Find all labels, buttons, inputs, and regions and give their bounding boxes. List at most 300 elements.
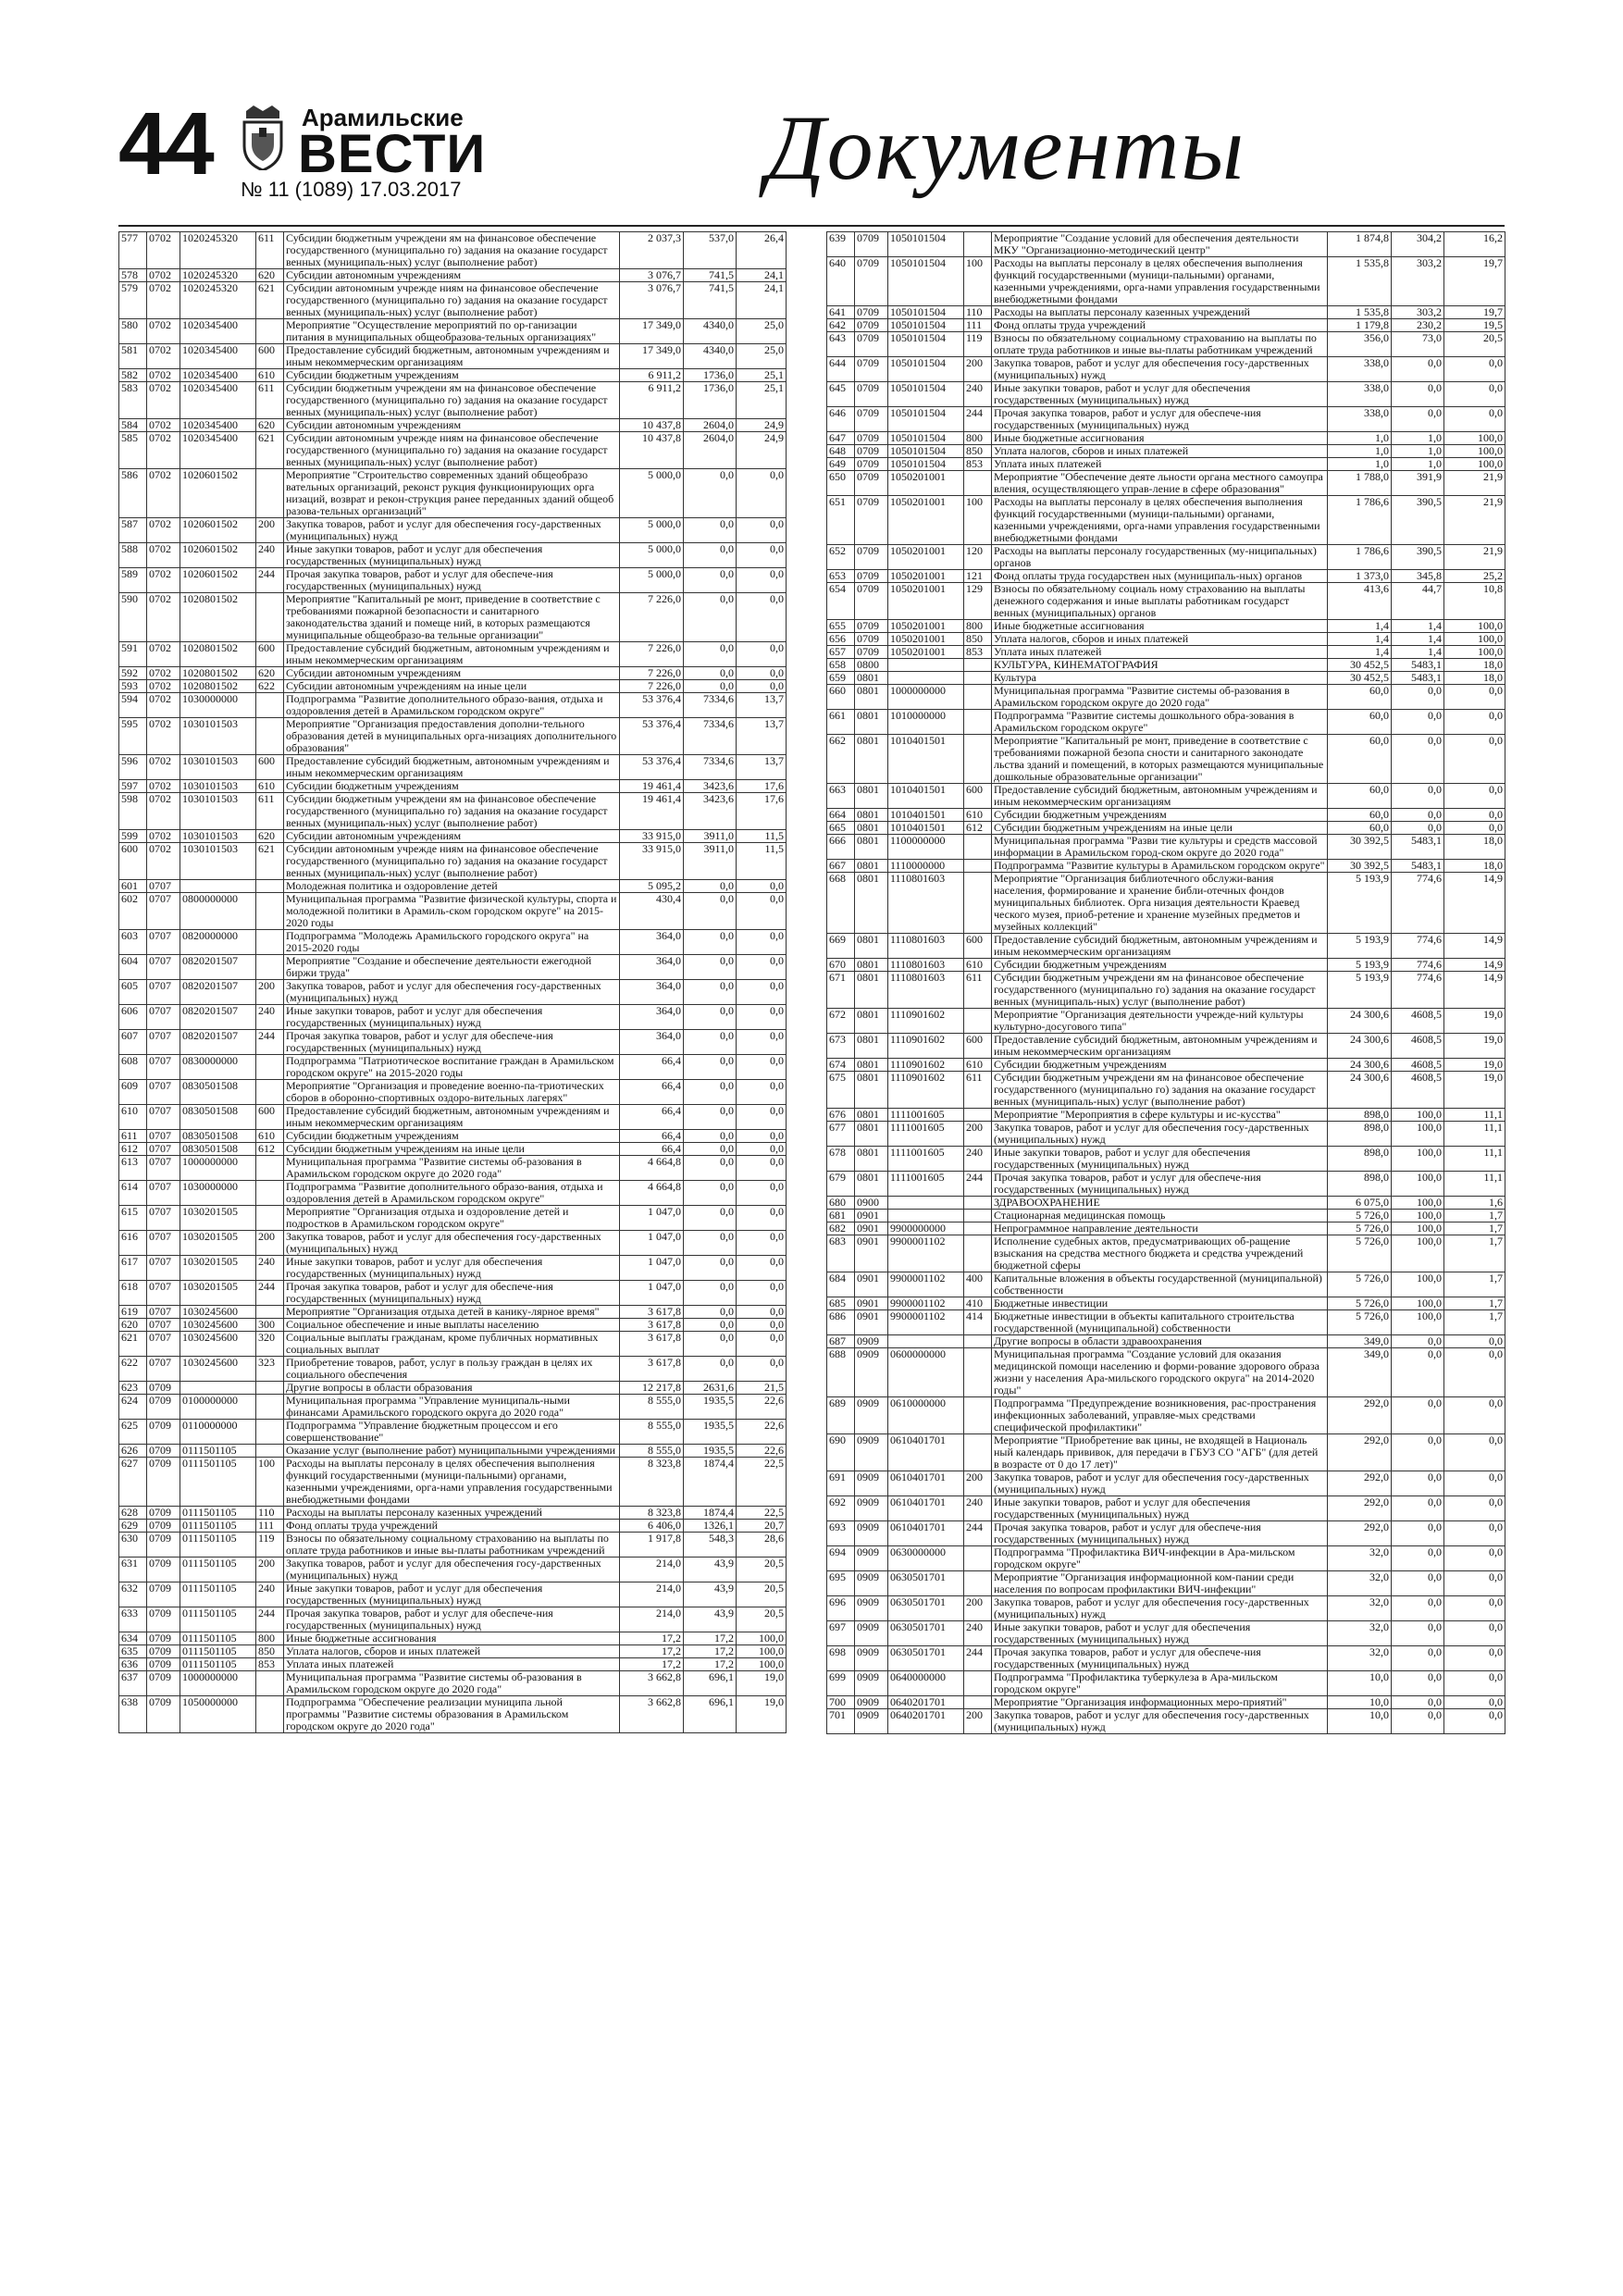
section-code: 0707 [147, 1206, 180, 1231]
execution-percent: 0,0 [1444, 1596, 1505, 1621]
row-number: 579 [119, 282, 147, 319]
row-number: 687 [827, 1335, 855, 1348]
expense-type-code: 622 [256, 680, 284, 693]
plan-amount: 292,0 [1328, 1471, 1392, 1496]
executed-amount: 17,2 [684, 1632, 737, 1645]
row-number: 634 [119, 1632, 147, 1645]
section-code: 0901 [855, 1297, 888, 1310]
expense-name: Мероприятие "Осуществление мероприятий по ор-ганизации питания в муниципальных общеобразова-тельных организациях" [284, 319, 620, 344]
execution-percent: 100,0 [1444, 445, 1505, 458]
row-number: 690 [827, 1434, 855, 1471]
table-row [827, 306, 1505, 319]
plan-amount: 292,0 [1328, 1397, 1392, 1434]
expense-name: Уплата иных платежей [992, 646, 1328, 659]
execution-percent: 0,0 [1444, 710, 1505, 735]
expense-name: Иные бюджетные ассигнования [992, 620, 1328, 633]
execution-percent: 24,9 [737, 419, 787, 432]
execution-percent: 1,7 [1444, 1235, 1505, 1272]
executed-amount: 0,0 [684, 1005, 737, 1030]
row-number: 617 [119, 1256, 147, 1281]
row-number: 633 [119, 1607, 147, 1632]
executed-amount: 0,0 [684, 1156, 737, 1181]
expense-name: Муниципальная программа "Управление муниципаль-ными финансами Арамильского городского округа до 2020 года" [284, 1395, 620, 1420]
target-article-code: 0610401701 [888, 1471, 964, 1496]
expense-type-code [964, 1222, 992, 1235]
target-article-code: 1050201001 [888, 545, 964, 570]
executed-amount: 1874,4 [684, 1458, 737, 1507]
target-article-code: 1050201001 [888, 496, 964, 545]
executed-amount: 0,0 [1392, 710, 1444, 735]
target-article-code: 1030245600 [180, 1306, 256, 1319]
executed-amount: 774,6 [1392, 959, 1444, 972]
row-number: 613 [119, 1156, 147, 1181]
expense-name: Закупка товаров, работ и услуг для обеспечения госу-дарственных (муниципальных) нужд [284, 518, 620, 543]
expense-type-code: 610 [964, 1059, 992, 1072]
section-code: 0709 [855, 257, 888, 306]
target-article-code [888, 672, 964, 685]
target-article-code: 1030201505 [180, 1281, 256, 1306]
plan-amount: 10 437,8 [620, 419, 684, 432]
row-number: 689 [827, 1397, 855, 1434]
expense-type-code: 611 [964, 972, 992, 1009]
expense-name: ЗДРАВООХРАНЕНИЕ [992, 1197, 1328, 1210]
plan-amount: 33 915,0 [620, 843, 684, 880]
section-code: 0909 [855, 1397, 888, 1434]
expense-name: Закупка товаров, работ и услуг для обеспечения госу-дарственных (муниципальных) нужд [284, 980, 620, 1005]
executed-amount: 537,0 [684, 232, 737, 269]
row-number: 693 [827, 1521, 855, 1546]
expense-type-code [964, 735, 992, 784]
row-number: 635 [119, 1645, 147, 1658]
expense-name: Прочая закупка товаров, работ и услуг для обеспече-ния государственных (муниципальных) нужд [284, 1607, 620, 1632]
executed-amount: 0,0 [1392, 1646, 1444, 1671]
target-article-code: 1020245320 [180, 282, 256, 319]
target-article-code: 0111501105 [180, 1632, 256, 1645]
executed-amount: 100,0 [1392, 1122, 1444, 1147]
executed-amount: 100,0 [1392, 1222, 1444, 1235]
execution-percent: 0,0 [737, 469, 787, 518]
execution-percent: 17,6 [737, 780, 787, 793]
execution-percent: 25,1 [737, 382, 787, 419]
target-article-code: 0630000000 [888, 1546, 964, 1571]
execution-percent: 100,0 [1444, 646, 1505, 659]
expense-name: Подпрограмма "Профилактика туберкулеза в Ара-мильском городском округе" [992, 1671, 1328, 1696]
expense-name: Расходы на выплаты персоналу в целях обеспечения выполнения функций государственными (муници-пальными) органами, казенными учреждениями, орга-нами управления государственными внебюджетными фондами [284, 1458, 620, 1507]
expense-type-code: 620 [256, 830, 284, 843]
section-code: 0707 [147, 1231, 180, 1256]
expense-name: Подпрограмма "Предупреждение возникновения, рас-пространения инфекционных заболеваний, управляе-мых средствами специфической профилактики" [992, 1397, 1328, 1434]
expense-type-code: 600 [256, 1105, 284, 1130]
plan-amount: 66,4 [620, 1105, 684, 1130]
row-number: 630 [119, 1533, 147, 1558]
executed-amount: 7334,6 [684, 755, 737, 780]
executed-amount: 0,0 [1392, 735, 1444, 784]
plan-amount: 10,0 [1328, 1709, 1392, 1734]
row-number: 654 [827, 583, 855, 620]
table-row [119, 1080, 787, 1105]
execution-percent: 26,4 [737, 232, 787, 269]
section-code: 0801 [855, 860, 888, 873]
table-row [119, 568, 787, 593]
table-row [827, 1072, 1505, 1109]
expense-type-code: 323 [256, 1357, 284, 1382]
execution-percent: 20,5 [1444, 332, 1505, 357]
executed-amount: 100,0 [1392, 1109, 1444, 1122]
plan-amount: 30 452,5 [1328, 659, 1392, 672]
expense-type-code [256, 1696, 284, 1733]
target-article-code: 1050101504 [888, 232, 964, 257]
target-article-code: 0830501508 [180, 1130, 256, 1143]
section-code: 0900 [855, 1197, 888, 1210]
plan-amount: 364,0 [620, 930, 684, 955]
plan-amount: 1 786,6 [1328, 496, 1392, 545]
target-article-code: 9900001102 [888, 1272, 964, 1297]
execution-percent: 0,0 [1444, 809, 1505, 822]
executed-amount: 0,0 [684, 980, 737, 1005]
section-code: 0709 [855, 496, 888, 545]
target-article-code: 1000000000 [180, 1671, 256, 1696]
row-number: 692 [827, 1496, 855, 1521]
target-article-code: 1110901602 [888, 1009, 964, 1034]
target-article-code: 1050101504 [888, 382, 964, 407]
plan-amount: 5 193,9 [1328, 873, 1392, 934]
target-article-code: 1050201001 [888, 583, 964, 620]
table-row [827, 835, 1505, 860]
row-number: 678 [827, 1147, 855, 1172]
row-number: 605 [119, 980, 147, 1005]
executed-amount: 0,0 [684, 1030, 737, 1055]
target-article-code: 0111501105 [180, 1558, 256, 1582]
execution-percent: 1,7 [1444, 1272, 1505, 1297]
target-article-code: 1050101504 [888, 257, 964, 306]
execution-percent: 24,1 [737, 269, 787, 282]
plan-amount: 3 662,8 [620, 1671, 684, 1696]
budget-table-right [826, 231, 1505, 1734]
expense-name: Подпрограмма "Обеспечение реализации муниципа льной программы "Развитие системы образования в Арамильском городском округе до 2020 года" [284, 1696, 620, 1733]
expense-name: Бюджетные инвестиции [992, 1297, 1328, 1310]
plan-amount: 30 392,5 [1328, 860, 1392, 873]
expense-name: Мероприятие "Организация информационных меро-приятий" [992, 1696, 1328, 1709]
expense-name: Фонд оплаты труда учреждений [992, 319, 1328, 332]
expense-type-code [256, 880, 284, 893]
expense-type-code [964, 1109, 992, 1122]
row-number: 697 [827, 1621, 855, 1646]
expense-type-code [256, 1306, 284, 1319]
section-code: 0702 [147, 344, 180, 369]
section-code: 0801 [855, 835, 888, 860]
row-number: 658 [827, 659, 855, 672]
plan-amount: 356,0 [1328, 332, 1392, 357]
expense-name: Исполнение судебных актов, предусматривающих об-ращение взыскания на средства местного бюджета и средства учреждений бюджетной сферы [992, 1235, 1328, 1272]
table-row [119, 1632, 787, 1645]
table-row [827, 570, 1505, 583]
target-article-code: 1030245600 [180, 1319, 256, 1332]
table-row [119, 667, 787, 680]
section-code: 0709 [855, 471, 888, 496]
table-row [119, 1558, 787, 1582]
executed-amount: 17,2 [684, 1645, 737, 1658]
section-code: 0707 [147, 1332, 180, 1357]
target-article-code: 1020801502 [180, 642, 256, 667]
expense-name: Расходы на выплаты персоналу в целях обеспечения выполнения функций государственными (муници-пальными) органами, казенными учреждениями, орга-нами управления государственными внебюджетными фондами [992, 496, 1328, 545]
plan-amount: 7 226,0 [620, 642, 684, 667]
target-article-code: 0830000000 [180, 1055, 256, 1080]
section-code: 0702 [147, 718, 180, 755]
table-row [827, 934, 1505, 959]
plan-amount: 5 726,0 [1328, 1222, 1392, 1235]
target-article-code: 1020601502 [180, 469, 256, 518]
row-number: 648 [827, 445, 855, 458]
plan-amount: 214,0 [620, 1607, 684, 1632]
row-number: 679 [827, 1172, 855, 1197]
table-row [119, 1582, 787, 1607]
table-row [827, 1646, 1505, 1671]
target-article-code: 1020345400 [180, 382, 256, 419]
budget-table-left [118, 231, 787, 1733]
row-number: 682 [827, 1222, 855, 1235]
target-article-code: 1010401501 [888, 784, 964, 809]
table-row [119, 419, 787, 432]
target-article-code: 0111501105 [180, 1445, 256, 1458]
plan-amount: 430,4 [620, 893, 684, 930]
executed-amount: 0,0 [1392, 357, 1444, 382]
expense-name: Субсидии автономным учреждениям [284, 667, 620, 680]
table-row [827, 1272, 1505, 1297]
table-row [119, 793, 787, 830]
expense-name: Взносы по обязательному социаль ному страхованию на выплаты денежного содержания и иные выплаты работникам государст венных (муниципальных) органов [992, 583, 1328, 620]
execution-percent: 0,0 [737, 518, 787, 543]
target-article-code: 0820201507 [180, 1005, 256, 1030]
executed-amount: 73,0 [1392, 332, 1444, 357]
execution-percent: 20,5 [737, 1607, 787, 1632]
table-row [827, 1471, 1505, 1496]
expense-name: Подпрограмма "Управление бюджетным процессом и его совершенствование" [284, 1420, 620, 1445]
table-row [827, 1671, 1505, 1696]
table-row [119, 543, 787, 568]
row-number: 647 [827, 432, 855, 445]
expense-type-code: 200 [256, 1231, 284, 1256]
row-number: 582 [119, 369, 147, 382]
executed-amount: 0,0 [684, 955, 737, 980]
table-row [827, 1034, 1505, 1059]
row-number: 583 [119, 382, 147, 419]
execution-percent: 0,0 [1444, 357, 1505, 382]
expense-name: Расходы на выплаты персоналу в целях обеспечения выполнения функций государственными (муници-пальными) органами, казенными учреждениями, орга-нами управления государственными внебюджетными фондами [992, 257, 1328, 306]
executed-amount: 1935,5 [684, 1445, 737, 1458]
expense-type-code [964, 1571, 992, 1596]
expense-type-code [964, 835, 992, 860]
target-article-code: 1020345400 [180, 432, 256, 469]
section-code: 0801 [855, 685, 888, 710]
plan-amount: 1,0 [1328, 432, 1392, 445]
target-article-code: 1030201505 [180, 1256, 256, 1281]
plan-amount: 364,0 [620, 955, 684, 980]
section-code: 0801 [855, 1009, 888, 1034]
execution-percent: 0,0 [1444, 407, 1505, 432]
target-article-code [180, 880, 256, 893]
row-number: 644 [827, 357, 855, 382]
execution-percent: 0,0 [737, 1256, 787, 1281]
expense-type-code: 111 [256, 1520, 284, 1533]
plan-amount: 364,0 [620, 1030, 684, 1055]
row-number: 669 [827, 934, 855, 959]
table-row [119, 1645, 787, 1658]
expense-name: Капитальные вложения в объекты государственной (муниципальной) собственности [992, 1272, 1328, 1297]
row-number: 660 [827, 685, 855, 710]
target-article-code: 0111501105 [180, 1607, 256, 1632]
execution-percent: 100,0 [737, 1645, 787, 1658]
table-row [827, 1235, 1505, 1272]
section-code: 0801 [855, 1059, 888, 1072]
executed-amount: 0,0 [1392, 1671, 1444, 1696]
executed-amount: 43,9 [684, 1558, 737, 1582]
section-code: 0801 [855, 809, 888, 822]
expense-type-code: 320 [256, 1332, 284, 1357]
table-row [827, 445, 1505, 458]
table-row [119, 1520, 787, 1533]
section-code: 0702 [147, 432, 180, 469]
row-number: 578 [119, 269, 147, 282]
plan-amount: 3 076,7 [620, 282, 684, 319]
expense-type-code: 612 [256, 1143, 284, 1156]
table-row [827, 1571, 1505, 1596]
executed-amount: 3911,0 [684, 843, 737, 880]
expense-name: Другие вопросы в области здравоохранения [992, 1335, 1328, 1348]
table-row [827, 357, 1505, 382]
section-code: 0707 [147, 1281, 180, 1306]
section-code: 0709 [147, 1558, 180, 1582]
row-number: 592 [119, 667, 147, 680]
expense-name: Иные закупки товаров, работ и услуг для обеспечения государственных (муниципальных) нужд [992, 1621, 1328, 1646]
section-code: 0901 [855, 1310, 888, 1335]
target-article-code: 1020801502 [180, 667, 256, 680]
execution-percent: 0,0 [1444, 1434, 1505, 1471]
expense-type-code: 200 [256, 1558, 284, 1582]
table-row [119, 955, 787, 980]
executed-amount: 0,0 [684, 1306, 737, 1319]
execution-percent: 14,9 [1444, 873, 1505, 934]
plan-amount: 6 075,0 [1328, 1197, 1392, 1210]
row-number: 584 [119, 419, 147, 432]
expense-type-code: 850 [256, 1645, 284, 1658]
executed-amount: 100,0 [1392, 1310, 1444, 1335]
expense-name: Субсидии бюджетным учреждениям [992, 959, 1328, 972]
expense-type-code: 240 [964, 1147, 992, 1172]
plan-amount: 5 726,0 [1328, 1297, 1392, 1310]
table-row [119, 1671, 787, 1696]
target-article-code: 1050101504 [888, 458, 964, 471]
table-row [827, 1109, 1505, 1122]
table-row [827, 458, 1505, 471]
table-row [827, 1696, 1505, 1709]
table-row [119, 469, 787, 518]
expense-type-code: 410 [964, 1297, 992, 1310]
row-number: 701 [827, 1709, 855, 1734]
execution-percent: 19,0 [1444, 1034, 1505, 1059]
expense-type-code [964, 710, 992, 735]
section-code: 0909 [855, 1434, 888, 1471]
expense-name: Муниципальная программа "Разви тие культуры и средств массовой информации в Арамильском город-ском округе до 2020 года" [992, 835, 1328, 860]
execution-percent: 0,0 [737, 930, 787, 955]
row-number: 700 [827, 1696, 855, 1709]
header-rule [118, 225, 1505, 227]
plan-amount: 53 376,4 [620, 755, 684, 780]
table-row [119, 755, 787, 780]
section-code: 0801 [855, 959, 888, 972]
target-article-code: 1020601502 [180, 543, 256, 568]
executed-amount: 1736,0 [684, 382, 737, 419]
execution-percent: 18,0 [1444, 860, 1505, 873]
execution-percent: 0,0 [737, 593, 787, 642]
target-article-code [888, 659, 964, 672]
execution-percent: 0,0 [1444, 1496, 1505, 1521]
target-article-code: 1110901602 [888, 1034, 964, 1059]
row-number: 614 [119, 1181, 147, 1206]
target-article-code [180, 1382, 256, 1395]
execution-percent: 0,0 [737, 880, 787, 893]
target-article-code: 1020345400 [180, 419, 256, 432]
executed-amount: 2604,0 [684, 419, 737, 432]
plan-amount: 66,4 [620, 1080, 684, 1105]
expense-type-code [256, 1420, 284, 1445]
expense-type-code: 620 [256, 269, 284, 282]
table-row [827, 620, 1505, 633]
expense-type-code: 621 [256, 282, 284, 319]
row-number: 629 [119, 1520, 147, 1533]
expense-type-code [256, 469, 284, 518]
section-code: 0801 [855, 1147, 888, 1172]
row-number: 632 [119, 1582, 147, 1607]
row-number: 642 [827, 319, 855, 332]
execution-percent: 14,9 [1444, 972, 1505, 1009]
target-article-code: 0111501105 [180, 1533, 256, 1558]
section-code: 0709 [855, 620, 888, 633]
execution-percent: 21,9 [1444, 545, 1505, 570]
table-row [827, 1147, 1505, 1172]
table-row [827, 332, 1505, 357]
target-article-code: 0111501105 [180, 1645, 256, 1658]
expense-name: Закупка товаров, работ и услуг для обеспечения госу-дарственных (муниципальных) нужд [284, 1231, 620, 1256]
target-article-code: 1110901602 [888, 1072, 964, 1109]
expense-type-code: 612 [964, 822, 992, 835]
plan-amount: 17,2 [620, 1632, 684, 1645]
execution-percent: 11,1 [1444, 1109, 1505, 1122]
expense-name: Расходы на выплаты персоналу казенных учреждений [284, 1507, 620, 1520]
plan-amount: 10,0 [1328, 1671, 1392, 1696]
plan-amount: 349,0 [1328, 1348, 1392, 1397]
table-row [827, 232, 1505, 257]
expense-type-code: 611 [256, 382, 284, 419]
expense-name: Субсидии автономным учреждениям [284, 419, 620, 432]
target-article-code: 9900001102 [888, 1310, 964, 1335]
expense-type-code [964, 1348, 992, 1397]
row-number: 586 [119, 469, 147, 518]
table-row [119, 1533, 787, 1558]
plan-amount: 6 911,2 [620, 369, 684, 382]
execution-percent: 22,6 [737, 1395, 787, 1420]
plan-amount: 60,0 [1328, 710, 1392, 735]
row-number: 622 [119, 1357, 147, 1382]
execution-percent: 19,7 [1444, 257, 1505, 306]
expense-name: Закупка товаров, работ и услуг для обеспечения госу-дарственных (муниципальных) нужд [992, 1709, 1328, 1734]
expense-type-code [964, 659, 992, 672]
executed-amount: 3423,6 [684, 780, 737, 793]
section-code: 0901 [855, 1210, 888, 1222]
paper-name-small: Арамильские [302, 104, 464, 131]
expense-name: Муниципальная программа "Создание условий для оказания медицинской помощи населению и форми-рование здорового образа жизни у населения Ара-мильского городского округа" на 2014-2020 годы" [992, 1348, 1328, 1397]
executed-amount: 0,0 [1392, 822, 1444, 835]
expense-name: Подпрограмма "Профилактика ВИЧ-инфекции в Ара-мильском городском округе" [992, 1546, 1328, 1571]
